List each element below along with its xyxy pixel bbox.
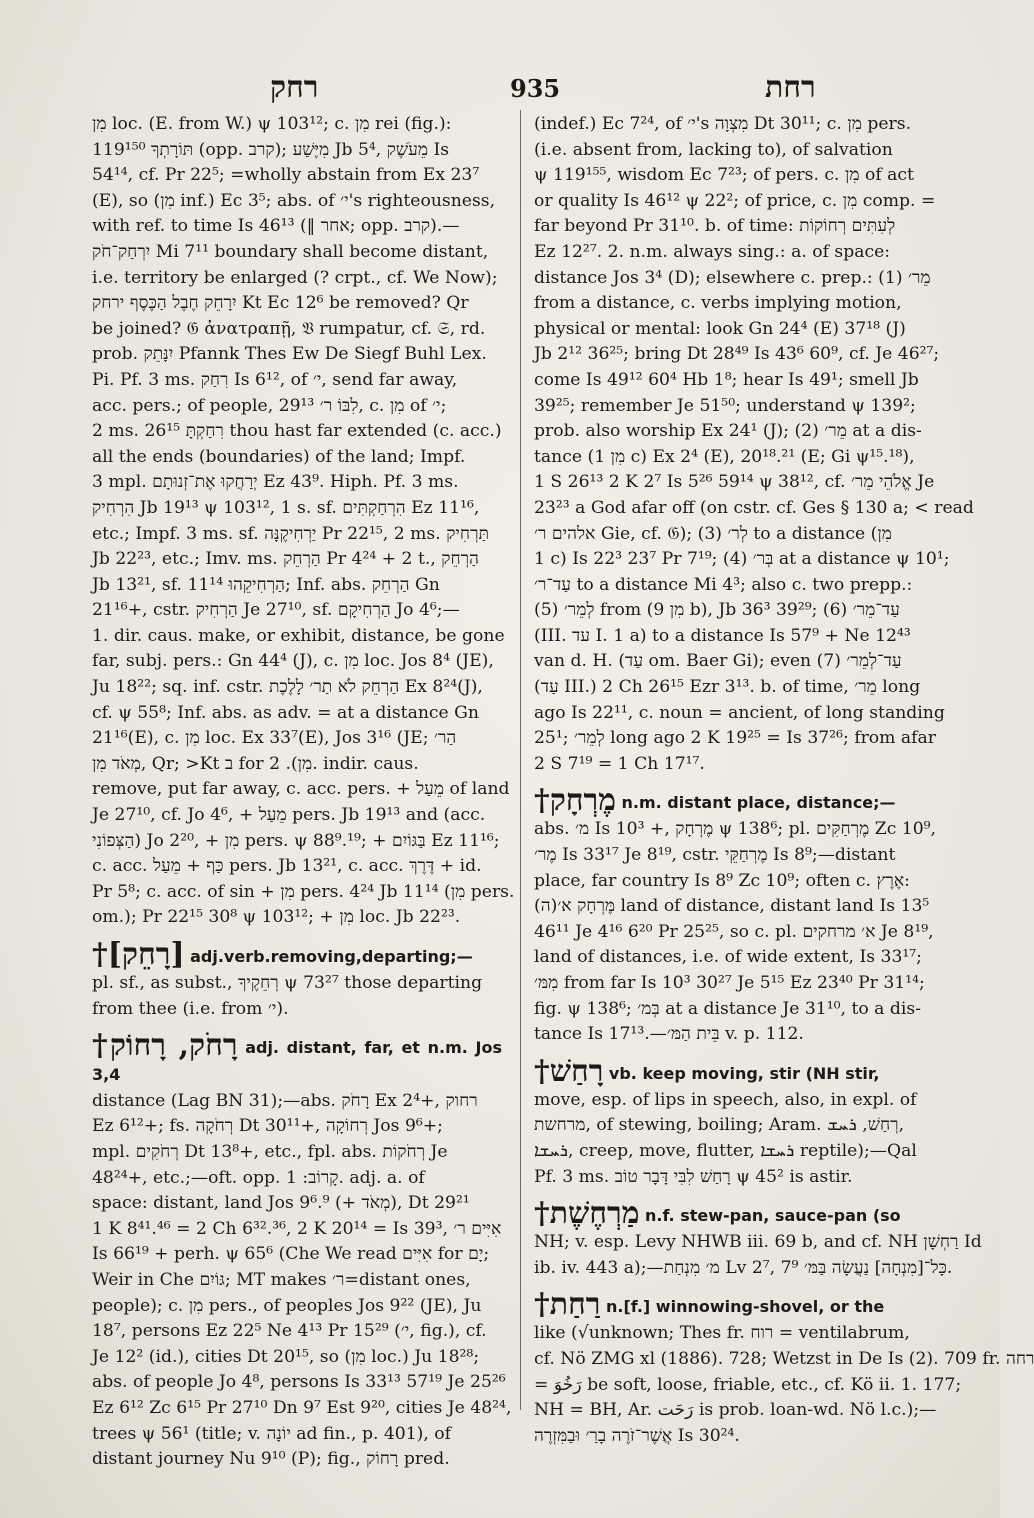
entry-marcheshet: [534, 1196, 982, 1281]
text-line: = رَخُوَ be soft, loose, friable, etc., cf. Kö ii. 1. 177;: [534, 1374, 962, 1395]
text-line: עַד־ר׳ to a distance Mi 4³; also c. two prepp.:: [534, 574, 913, 595]
entry-rachek-adj-verb: [92, 939, 502, 1022]
text-line: people); c. מִן pers., of peoples Jos 9²² (JE), Ju: [92, 1295, 482, 1316]
page-number: 935: [510, 74, 561, 103]
entry-gloss: n.f. stew-pan, sauce-pan (so: [644, 1206, 901, 1226]
text-line: מרחשת, of stewing, boiling; Aram. רְחַשׁ, ܪܚܫ,: [534, 1115, 905, 1136]
text-line: 48²⁴+, etc.;—oft. opp. קָרוֹב: 1. adj. a. of: [92, 1167, 425, 1188]
text-line: Je 12² (id.), cities Dt 20¹⁵, so (מִן loc.) Ju 18²⁸;: [92, 1346, 480, 1367]
entry-gloss: adj.verb.removing,departing;—: [190, 947, 473, 966]
text-line: prob. also worship Ex 24¹ (J); (2) מֵר׳ at a dis-: [534, 421, 922, 442]
text-line: Pf. 3 ms. רָחַשׁ לִבִּי דָּבָר טוֹב ψ 45² is astir.: [534, 1166, 853, 1187]
entry-gloss: adj. distant, far, et n.m. Jos 3,4: [92, 1038, 503, 1085]
entry-gloss: n.[f.] winnowing-shovel, or the: [605, 1297, 885, 1317]
text-line: 1 K 8⁴¹.⁴⁶ = 2 Ch 6³².³⁶, 2 K 20¹⁴ = Is 39³, אִיִּים ר׳: [92, 1218, 502, 1239]
text-line: fig. ψ 138⁶; בְּמ׳ at a distance Je 31¹⁰, to a dis-: [534, 998, 922, 1019]
entry-gloss: vb. keep moving, stir (NH stir,: [608, 1063, 880, 1083]
text-line: or quality Is 46¹² ψ 22²; of price, c. מִן comp. =: [534, 190, 936, 211]
text-line: abs. of people Jo 4⁸, persons Is 33¹³ 57¹⁹ Je 25²⁶: [92, 1372, 506, 1393]
text-line: 25¹; לְמֵר׳ long ago 2 K 19²⁵ = Is 37²⁶; from afar: [534, 728, 936, 749]
text-line: like (√unknown; Thes fr. רוח = ventilabrum,: [534, 1323, 910, 1344]
text-line: be joined? 𝔊 ἀνατραπῇ, 𝔙 rumpatur, cf. 𝔖, rd.: [92, 318, 486, 339]
text-line: 18⁷, persons Ez 22⁵ Ne 4¹³ Pr 15²⁹ (י׳, fig.), cf.: [92, 1321, 487, 1342]
text-line: mpl. רְחֹקִים Dt 13⁸+, etc., fpl. abs. רְחֹקוֹת Je: [92, 1141, 448, 1162]
text-line: Ez 6¹²+; fs. רְחֹקָה Dt 30¹¹+, רְחוֹקָה Jos 9⁶+;: [92, 1116, 443, 1137]
text-line: (i.e. absent from, lacking to), of salvation: [534, 139, 893, 160]
text-line: 1 S 26¹³ 2 K 2⁷ Is 5²⁶ 59¹⁴ ψ 38¹², cf. אֱלֹהֵי מֵר׳ Je: [534, 472, 935, 493]
text-line: prob. יִנָּתֵק Pfannk Thes Ew De Siegf Buhl Lex.: [92, 344, 487, 365]
text-line: van d. H. (עַד om. Baer Gi); even (7) עַד־לְמֵר׳: [534, 651, 902, 672]
text-line: i.e. territory be enlarged (? crpt., cf. We Now);: [92, 267, 498, 288]
text-line: with ref. to time Is 46¹³ (‖ אחר; opp. קרב).—: [92, 216, 460, 237]
text-line: Je 27¹⁰, cf. Jo 4⁶, + מֵעַל pers. Jb 19¹³ and (acc.: [92, 805, 486, 826]
text-line: Jb 2¹² 36²⁵; bring Dt 28⁴⁹ Is 43⁶ 60⁹, cf. Je 46²⁷;: [534, 344, 940, 365]
entry-merchaq: [534, 785, 944, 1047]
entry-headword: †[רָחֵק]: [92, 937, 185, 972]
text-line: distance (Lag BN 31);—abs. רָחֹק Ex 2⁴+, רחוק: [92, 1090, 478, 1111]
text-line: מְאֹד מִן, Qr; >Kt ב for מִן). 2. indir. caus.: [92, 753, 419, 774]
text-line: 39²⁵; remember Je 51⁵⁰; understand ψ 139²;: [534, 395, 916, 416]
entry-headword: †רָחַשׁ: [534, 1053, 604, 1089]
text-line: c. acc. כַּף + מֵעַל pers. Jb 13²¹, c. acc. דֶּרֶךְ + id.: [92, 856, 482, 877]
text-line: ܪܚܫܐ, creep, move, flutter, ܪܚܫܐ reptile);—Qal: [534, 1140, 917, 1161]
text-line: far, subj. pers.: Gn 44⁴ (J), c. מִן loc. Jos 8⁴ (JE),: [92, 651, 494, 672]
entry-headword: †מַרְחֶשֶׁת: [534, 1196, 640, 1232]
text-line: 1 c) Is 22³ 23⁷ Pr 7¹⁹; (4) בְּר׳ at a distance ψ 10¹;: [534, 549, 950, 570]
page-header: [90, 70, 950, 110]
text-line: אֲשֶׁר־זֹרֶה בָרַ׳ וּבַמִּזְרֶה Is 30²⁴.: [534, 1425, 740, 1446]
text-line: come Is 49¹² 60⁴ Hb 1⁸; hear Is 49¹; smell Jb: [534, 369, 919, 390]
text-line: (III. עד I. 1 a) to a distance Is 57⁹ + Ne 12⁴³: [534, 625, 911, 646]
text-line: cf. Nö ZMG xl (1886). 728; Wetzst in De Is (2). 709 fr. רחה: [534, 1348, 1034, 1369]
text-line: Ju 18²²; sq. inf. cstr. הַרְחֵק לֹא תַר׳ לָלֶכֶת Ex 8²⁴(J),: [92, 677, 483, 698]
text-line: 1. dir. caus. make, or exhibit, distance, be gone: [92, 625, 505, 646]
text-line: move, esp. of lips in speech, also, in expl. of: [534, 1089, 917, 1110]
text-line: 23²³ a God afar off (on cstr. cf. Ges § 130 a; < read: [534, 497, 974, 518]
text-line: from a distance, c. verbs implying motion,: [534, 293, 902, 314]
text-line: abs. מ׳ Is 10³ +, מֶרְחָק ψ 138⁶; pl. מֶרְחַקִּים Zc 10⁹,: [534, 819, 937, 840]
text-line: 21¹⁶+, cstr. הַרְחִיק Je 27¹⁰, sf. הַרְחִיקָם Jo 4⁶;—: [92, 600, 460, 621]
text-line: יִרָחֵק חֶבֶל הַכֶּסֶף ירחק Kt Ec 12⁶ be removed? Qr: [92, 293, 469, 314]
text-line: NH; v. esp. Levy NHWB iii. 69 b, and cf. NH רַחְשָׁן Id: [534, 1232, 982, 1253]
text-line: place, far country Is 8⁹ Zc 10⁹; often c. אֶרֶץ:: [534, 870, 910, 891]
entry-continuation: [92, 112, 515, 931]
text-line: ib. iv. 443 a);—מ׳ מִנְחַת Lv 2⁷, כָּל־[מִנְחָה] נַעֲשָׂה בַּמּ׳ 7⁹.: [534, 1257, 953, 1278]
text-line: trees ψ 56¹ (title; v. יוֹנָה ad fin., p. 401), of: [92, 1423, 452, 1444]
text-line: tance Is 17¹³.—בֵּית הַמּ׳ v. p. 112.: [534, 1024, 804, 1045]
text-line: Jb 22²³, etc.; Imv. ms. הַרְחֵק Pr 4²⁴ + 2 t., הַרְחֵק: [92, 549, 479, 570]
text-line: distance Jos 3⁴ (D); elsewhere c. prep.: (1) מֵר׳: [534, 267, 931, 288]
entry-rachoq-adj: [92, 1028, 512, 1473]
text-line: 3 mpl. יְרַחֲקוּ אֶת־זְנוּתָם Ez 43⁹. Hiph. Pf. 3 ms.: [92, 472, 459, 493]
text-line: 46¹¹ Je 4¹⁶ 6²⁰ Pr 25²⁵, so c. pl. א׳ מרחקים Je 8¹⁹,: [534, 921, 934, 942]
text-line: acc. pers.; of people, לִבּוֹ ר׳ 29¹³, c. מִן of י׳;: [92, 395, 447, 416]
text-line: NH = BH, Ar. رَحَت is prob. loan-wd. Nö l.c.);—: [534, 1400, 937, 1421]
entry-headword: †רַחַת: [534, 1287, 601, 1323]
text-line: (indef.) Ec 7²⁴, of י׳'s מִצְוָה Dt 30¹¹; c. מִן pers.: [534, 114, 912, 134]
text-line: מִן loc. (E. from W.) ψ 103¹²; c. מִן rei (fig.):: [92, 114, 452, 134]
text-line: all the ends (boundaries) of the land; Impf.: [92, 446, 466, 467]
entry-gloss: n.m. distant place, distance;—: [621, 793, 896, 813]
entry-rachat: [534, 1287, 1034, 1449]
text-line: (5) לְמֵר׳ from (מִן 9 b), Jb 36³ 39²⁹; (6) עַד־מֵר׳: [534, 600, 900, 621]
right-running-headword: רחת: [765, 70, 816, 105]
text-line: תּוֹרָתְךָ 119¹⁵⁰ (opp. קרב); מִיֶּשַׁע Jb 5⁴, מֵעֹשֶׁק Is: [92, 139, 450, 160]
text-line: (E), so (מִן inf.) Ec 3⁵; abs. of י׳'s righteousness,: [92, 190, 496, 211]
text-line: cf. ψ 55⁸; Inf. abs. as adv. = at a distance Gn: [92, 702, 479, 723]
text-line: tance (מִן 1 c) Ex 2⁴ (E), 20¹⁸.²¹ (E; Gi ψ¹⁵.¹⁸),: [534, 446, 915, 467]
text-line: distant journey Nu 9¹⁰ (P); fig., רָחוֹק pred.: [92, 1449, 450, 1470]
text-line: om.); Pr 22¹⁵ 30⁸ ψ 103¹²; + מִן loc. Jb 22²³.: [92, 907, 461, 928]
entry-headword: †מֶרְחָק: [534, 783, 617, 819]
text-line: Jb 13²¹, sf. הַרְחִיקֵהוּ 11¹⁴; Inf. abs. הַרְחֵק Gn: [92, 574, 440, 595]
text-line: Ez 12²⁷. 2. n.m. always sing.: a. of space:: [534, 241, 891, 262]
text-line: Pi. Pf. 3 ms. רִחַק Is 6¹², of י׳, send far away,: [92, 369, 458, 390]
text-line: הִרְחִיק Jb 19¹³ ψ 103¹², 1 s. sf. הִרְחַקְתִּים Ez 11¹⁶,: [92, 497, 480, 518]
text-line: Ez 6¹² Zc 6¹⁵ Pr 27¹⁰ Dn 9⁷ Est 9²⁰, cities Je 48²⁴,: [92, 1397, 512, 1418]
text-line: Pr 5⁸; c. acc. of sin + מִן pers. 4²⁴ Jb 11¹⁴ (מִן pers.: [92, 881, 515, 902]
column-divider: [520, 110, 521, 1410]
text-line: from thee (i.e. from י׳).: [92, 998, 289, 1019]
text-line: Weir in Che גּוֹיִם; MT makes ר׳=distant ones,: [92, 1269, 471, 1290]
text-line: far beyond Pr 31¹⁰. b. of time: לְעִתִּים רְחוֹקוֹת: [534, 216, 896, 237]
text-line: (עַד III.) 2 Ch 26¹⁵ Ezr 3¹³. b. of time, מֵר׳ long: [534, 677, 921, 698]
text-line: space: distant, land Jos 9⁶.⁹ (+ מְאֹד), Dt 29²¹: [92, 1193, 470, 1214]
text-line: Is 66¹⁹ + perh. ψ 65⁶ (Che We read אִיִּים for יָם;: [92, 1244, 490, 1265]
text-line: 2 S 7¹⁹ = 1 Ch 17¹⁷.: [534, 753, 705, 774]
left-column: [92, 112, 515, 1470]
text-line: remove, put far away, c. acc. pers. + מֵעַל of land: [92, 779, 510, 800]
text-line: מִמּ׳ from far Is 10³ 30²⁷ Je 5¹⁵ Ez 23⁴⁰ Pr 31¹⁴;: [534, 973, 925, 993]
text-line: ago Is 22¹¹, c. noun = ancient, of long standing: [534, 702, 945, 723]
text-line: physical or mental: look Gn 24⁴ (E) 37¹⁸ (J): [534, 318, 906, 339]
text-line: (ה)מֶּרְחָק א׳ land of distance, distant land Is 13⁵: [534, 896, 930, 917]
text-line: אלהים ר׳ Gie, cf. 𝔊); (3) לְר׳ to a distance (מִן: [534, 523, 892, 544]
text-line: יִרְחַק־חֹק Mi 7¹¹ boundary shall become distant,: [92, 241, 489, 262]
entry-headword: †רָחֹק, רָחוֹק: [92, 1028, 238, 1064]
entry-continuation: [534, 112, 974, 777]
text-line: 2 ms. רִחַקְתָּ 26¹⁵ thou hast far extended (c. acc.): [92, 421, 502, 442]
text-line: הַצְּפוֹנִי) Jo 2²⁰, + מִן pers. ψ 88⁹.¹⁹; + בַּגּוֹיִם Ez 11¹⁶;: [92, 830, 500, 851]
text-line: ψ 119¹⁵⁵, wisdom Ec 7²³; of pers. c. מִן of act: [534, 165, 914, 186]
text-line: מֶר׳ Is 33¹⁷ Je 8¹⁹, cstr. מֶרְחַקֵּי Is 8⁹;—distant: [534, 845, 896, 866]
text-line: pl. sf., as subst., רְחֵקֶיךָ ψ 73²⁷ those departing: [92, 973, 483, 993]
text-line: etc.; Impf. 3 ms. sf. יַרְחִיקֶנָּה Pr 22¹⁵, 2 ms. תַּרְחִיק: [92, 523, 489, 544]
left-running-headword: רחק: [270, 70, 319, 105]
text-line: land of distances, i.e. of wide extent, Is 33¹⁷;: [534, 947, 922, 968]
entry-rachash: [534, 1053, 944, 1190]
text-line: 54¹⁴, cf. Pr 22⁵; =wholly abstain from Ex 23⁷: [92, 165, 480, 186]
right-column: [534, 112, 1034, 1446]
text-line: 21¹⁶(E), c. מִן loc. Ex 33⁷(E), Jos 3¹⁶ (JE; הַר׳: [92, 728, 457, 749]
